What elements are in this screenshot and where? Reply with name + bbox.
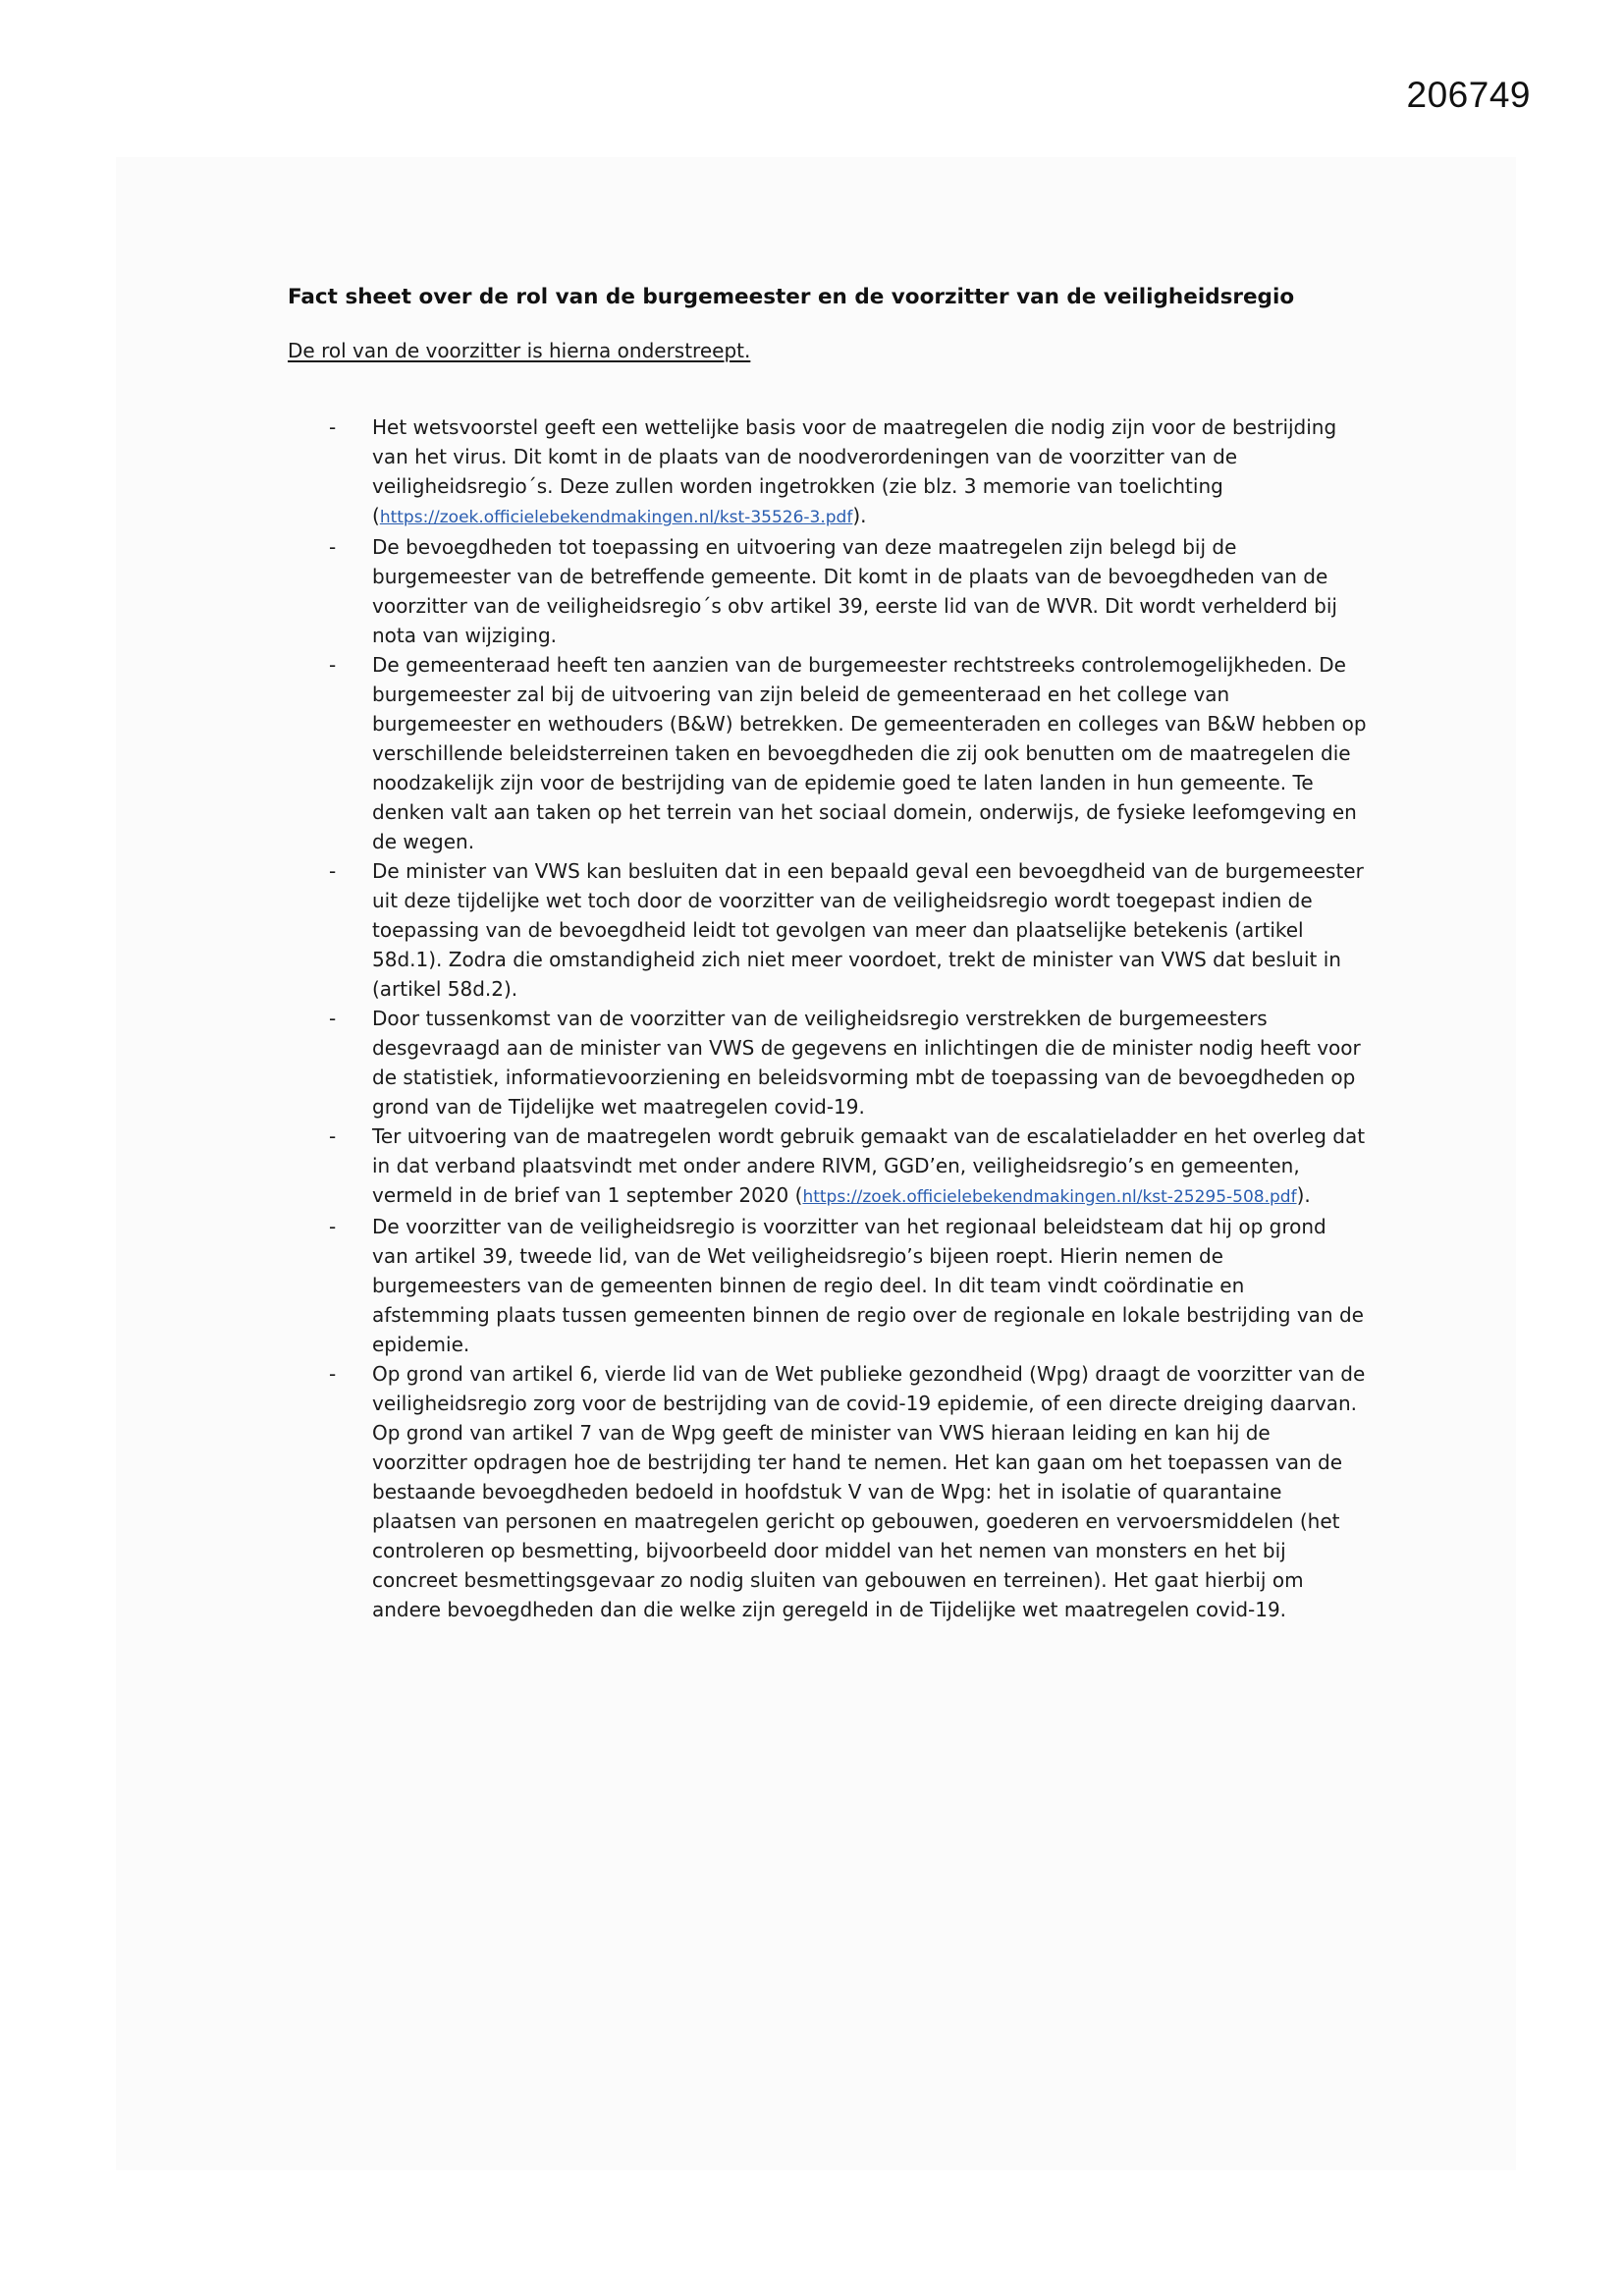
list-item — [288, 1359, 1368, 1624]
list-item-text: De voorzitter van de veiligheidsregio is voorzitter van het regionaal beleidsteam dat hij op grond van artikel 39, tweede lid, van de Wet veiligheidsregio’s bijeen roept. Hierin nemen de burgemeesters van de gemeenten binnen de regio deel. In dit team vindt coördinatie en afstemming plaats tussen gemeenten binnen de regio over de regionale en lokale bestrijding van de epidemie. — [372, 1215, 1364, 1356]
list-item-text: Ter uitvoering van de maatregelen wordt gebruik gemaakt van de escalatieladder en het overleg dat in dat verband plaatsvindt met onder andere RIVM, GGD’en, veiligheidsregio’s en gemeenten, vermeld in de brief van 1 september 2020 ( — [372, 1124, 1366, 1207]
list-item — [288, 650, 1368, 856]
list-item-text: De bevoegdheden tot toepassing en uitvoering van deze maatregelen zijn belegd bij de burgemeester van de betreffende gemeente. Dit komt in de plaats van de bevoegdheden van de voorzitter van de veiligheidsregio´s obv artikel 39, eerste lid van de WVR. Dit wordt verhelderd bij nota van wijziging. — [372, 535, 1337, 647]
list-item — [288, 1004, 1368, 1121]
bullet-marker: - — [329, 535, 337, 559]
list-item — [288, 532, 1368, 650]
bullet-marker: - — [329, 415, 337, 439]
bullet-marker: - — [329, 1215, 337, 1238]
document-body — [288, 283, 1368, 1624]
source-link[interactable]: https://zoek.officielebekendmakingen.nl/kst-25295-508.pdf — [802, 1187, 1297, 1207]
document-title: Fact sheet over de rol van de burgemeester en de voorzitter van de veiligheidsregio — [288, 285, 1295, 309]
list-item-text: De minister van VWS kan besluiten dat in een bepaald geval een bevoegdheid van de burgemeester uit deze tijdelijke wet toch door de voorzitter van de veiligheidsregio wordt toegepast indien de toepassing van de bevoegdheid leidt tot gevolgen van meer dan plaatselijke betekenis (artikel 58d.1). Zodra die omstandigheid zich niet meer voordoet, trekt de minister van VWS dat besluit in (artikel 58d.2). — [372, 859, 1364, 1001]
bullet-marker: - — [329, 859, 337, 883]
list-item-text: Het wetsvoorstel geeft een wettelijke basis voor de maatregelen die nodig zijn voor de bestrijding van het virus. Dit komt in de plaats van de noodverordeningen van de voorzitter van de veiligheidsregio´s. Deze zullen worden ingetrokken (zie blz. 3 memorie van toelichting ( — [372, 415, 1337, 527]
bullet-marker: - — [329, 1362, 337, 1386]
bullet-list — [288, 412, 1368, 1624]
list-item — [288, 412, 1368, 532]
source-link[interactable]: https://zoek.officielebekendmakingen.nl/kst-35526-3.pdf — [379, 508, 853, 527]
list-item-text: Door tussenkomst van de voorzitter van de veiligheidsregio verstrekken de burgemeesters desgevraagd aan de minister van VWS de gegevens en inlichtingen die de minister nodig heeft voor de statistiek, informatievoorziening en beleidsvorming mbt de toepassing van de bevoegdheden op grond van de Tijdelijke wet maatregelen covid-19. — [372, 1007, 1361, 1119]
document-number: 206749 — [1406, 75, 1531, 115]
list-item — [288, 1212, 1368, 1359]
list-item-text-end: ). — [1296, 1183, 1311, 1207]
list-item — [288, 856, 1368, 1004]
bullet-marker: - — [329, 653, 337, 677]
list-item — [288, 1121, 1368, 1212]
list-item-text-end: ). — [852, 504, 867, 527]
document-subtitle: De rol van de voorzitter is hierna onderstreept. — [288, 339, 751, 362]
bullet-marker: - — [329, 1124, 337, 1148]
list-item-text: De gemeenteraad heeft ten aanzien van de burgemeester rechtstreeks controlemogelijkheden. De burgemeester zal bij de uitvoering van zijn beleid de gemeenteraad en het college van burgemeester en wethouders (B&W) betrekken. De gemeenteraden en colleges van B&W hebben op verschillende beleidsterreinen taken en bevoegdheden die zij ook benutten om de maatregelen die noodzakelijk zijn voor de bestrijding van de epidemie goed te laten landen in hun gemeente. Te denken valt aan taken op het terrein van het sociaal domein, onderwijs, de fysieke leefomgeving en de wegen. — [372, 653, 1367, 853]
list-item-text: Op grond van artikel 6, vierde lid van de Wet publieke gezondheid (Wpg) draagt de voorzitter van de veiligheidsregio zorg voor de bestrijding van de covid-19 epidemie, of een directe dreiging daarvan. Op grond van artikel 7 van de Wpg geeft de minister van VWS hieraan leiding en kan hij de voorzitter opdragen hoe de bestrijding ter hand te nemen. Het kan gaan om het toepassen van de bestaande bevoegdheden bedoeld in hoofdstuk V van de Wpg: het in isolatie of quarantaine plaatsen van personen en maatregelen gericht op gebouwen, goederen en vervoersmiddelen (het controleren op besmetting, bijvoorbeeld door middel van het nemen van monsters en het bij concreet besmettingsgevaar zo nodig sluiten van gebouwen en terreinen). Het gaat hierbij om andere bevoegdheden dan die welke zijn geregeld in de Tijdelijke wet maatregelen covid-19. — [372, 1362, 1366, 1621]
bullet-marker: - — [329, 1007, 337, 1030]
